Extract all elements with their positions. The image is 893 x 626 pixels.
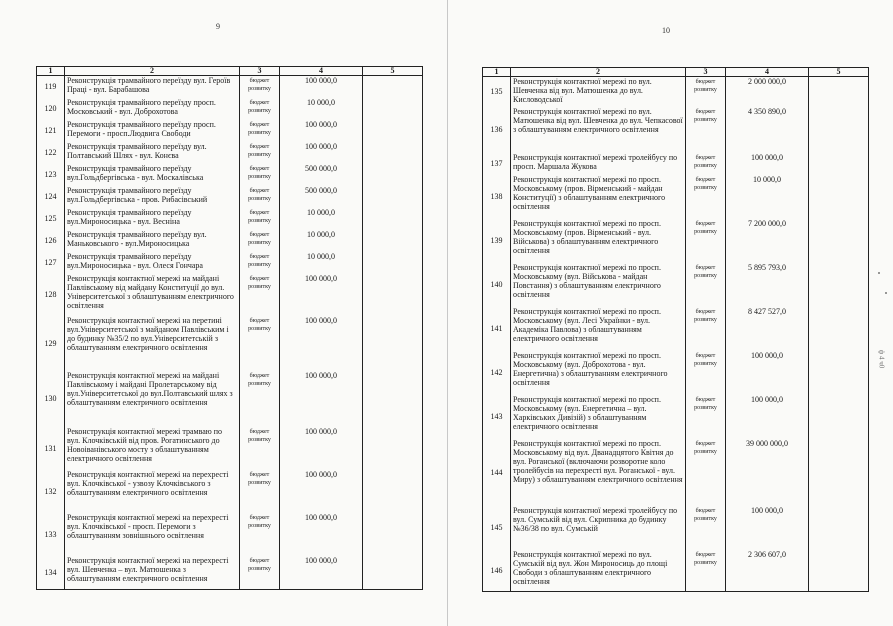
row-number: 141 xyxy=(483,307,511,351)
row-funding-source: бюджет розвитку xyxy=(240,164,280,186)
row-number: 126 xyxy=(37,230,65,252)
row-amount: 39 000 000,0 xyxy=(726,439,809,506)
row-number: 128 xyxy=(37,274,65,316)
table-row xyxy=(483,351,869,395)
table-row xyxy=(37,274,423,316)
row-note xyxy=(809,175,869,219)
row-number: 133 xyxy=(37,513,65,556)
row-description: Реконструкція контактної мережі по просп. Московському (вул. Енергетична – вул. Харківських Дивізій) з облаштуванням електричного освітлення xyxy=(511,395,686,439)
row-funding-source: бюджет розвитку xyxy=(686,175,726,219)
row-note xyxy=(363,470,423,513)
row-number: 140 xyxy=(483,263,511,307)
row-description: Реконструкція контактної мережі на перетині вул.Університетської з майданом Павлівським і до будинку №35/2 по вул.Університетській з облаштуванням електричного освітлення xyxy=(65,316,240,371)
row-funding-source: бюджет розвитку xyxy=(240,470,280,513)
row-note xyxy=(363,513,423,556)
row-note xyxy=(809,219,869,263)
row-funding-source: бюджет розвитку xyxy=(686,153,726,175)
row-number: 121 xyxy=(37,120,65,142)
row-note xyxy=(363,98,423,120)
row-number: 136 xyxy=(483,107,511,153)
table-row xyxy=(483,77,869,107)
row-number: 146 xyxy=(483,550,511,592)
row-amount: 100 000,0 xyxy=(726,351,809,395)
row-number: 129 xyxy=(37,316,65,371)
row-note xyxy=(809,307,869,351)
table-row xyxy=(483,307,869,351)
row-funding-source: бюджет розвитку xyxy=(686,506,726,550)
row-funding-source: бюджет розвитку xyxy=(240,98,280,120)
row-number: 130 xyxy=(37,371,65,427)
row-number: 122 xyxy=(37,142,65,164)
row-note xyxy=(809,439,869,506)
row-description: Реконструкція контактної мережі по просп. Московському (вул. Доброхотова - вул. Енергетична) з облаштуванням електричного освітлення xyxy=(511,351,686,395)
row-number: 124 xyxy=(37,186,65,208)
row-description: Реконструкція трамвайного переїзду вул. Полтавський Шлях - вул. Конєва xyxy=(65,142,240,164)
row-note xyxy=(809,395,869,439)
row-amount: 100 000,0 xyxy=(280,513,363,556)
row-funding-source: бюджет розвитку xyxy=(240,513,280,556)
row-description: Реконструкція контактної мережі по вул. Матюшенка від вул. Шевченка до вул. Чепкасової з облаштуванням електричного освітлення xyxy=(511,107,686,153)
table-row xyxy=(37,427,423,470)
page-number-left: 9 xyxy=(216,22,220,31)
table-row xyxy=(483,153,869,175)
row-amount: 100 000,0 xyxy=(726,153,809,175)
row-amount: 500 000,0 xyxy=(280,186,363,208)
row-funding-source: бюджет розвитку xyxy=(686,439,726,506)
row-note xyxy=(809,77,869,107)
row-funding-source: бюджет розвитку xyxy=(686,307,726,351)
row-amount: 5 895 793,0 xyxy=(726,263,809,307)
row-funding-source: бюджет розвитку xyxy=(686,107,726,153)
table-row xyxy=(483,506,869,550)
row-amount: 100 000,0 xyxy=(726,395,809,439)
table-row xyxy=(37,252,423,274)
row-number: 131 xyxy=(37,427,65,470)
row-number: 143 xyxy=(483,395,511,439)
table-row xyxy=(483,395,869,439)
row-funding-source: бюджет розвитку xyxy=(686,77,726,107)
table-row xyxy=(37,513,423,556)
row-funding-source: бюджет розвитку xyxy=(240,230,280,252)
row-amount: 100 000,0 xyxy=(726,506,809,550)
scan-speck xyxy=(878,272,880,274)
table-row xyxy=(483,550,869,592)
scan-speck xyxy=(885,292,887,294)
column-header: 5 xyxy=(363,67,423,76)
row-note xyxy=(363,556,423,590)
left-table xyxy=(36,66,423,590)
row-note xyxy=(809,550,869,592)
row-description: Реконструкція трамвайного переїзду вул.Мироносицька - вул. Весніна xyxy=(65,208,240,230)
row-amount: 8 427 527,0 xyxy=(726,307,809,351)
row-number: 145 xyxy=(483,506,511,550)
row-number: 125 xyxy=(37,208,65,230)
table-row xyxy=(37,556,423,590)
row-description: Реконструкція контактної мережі по вул. Шевченка від вул. Матюшенка до вул. Кисловодської xyxy=(511,77,686,107)
row-note xyxy=(363,371,423,427)
row-funding-source: бюджет розвитку xyxy=(240,208,280,230)
table-row xyxy=(483,219,869,263)
right-page xyxy=(447,0,893,626)
row-funding-source: бюджет розвитку xyxy=(240,316,280,371)
row-amount: 7 200 000,0 xyxy=(726,219,809,263)
table-row xyxy=(37,142,423,164)
row-amount: 100 000,0 xyxy=(280,316,363,371)
table-header-row xyxy=(37,67,423,76)
row-funding-source: бюджет розвитку xyxy=(240,427,280,470)
page-number-right: 10 xyxy=(662,26,670,35)
row-description: Реконструкція контактної мережі по просп. Московському (вул. Лесі Українки - вул. Академіка Павлова) з облаштуванням електричного освітлення xyxy=(511,307,686,351)
row-number: 142 xyxy=(483,351,511,395)
row-description: Реконструкція трамвайного переїзду вул.Мироносицька - вул. Олеся Гончара xyxy=(65,252,240,274)
margin-note: ф 4 ч0 xyxy=(877,349,886,369)
row-amount: 100 000,0 xyxy=(280,274,363,316)
row-amount: 100 000,0 xyxy=(280,76,363,98)
row-amount: 10 000,0 xyxy=(280,98,363,120)
row-number: 135 xyxy=(483,77,511,107)
row-funding-source: бюджет розвитку xyxy=(686,263,726,307)
row-number: 123 xyxy=(37,164,65,186)
column-header: 4 xyxy=(280,67,363,76)
row-number: 144 xyxy=(483,439,511,506)
row-amount: 100 000,0 xyxy=(280,371,363,427)
row-number: 137 xyxy=(483,153,511,175)
row-description: Реконструкція трамвайного переїзду просп. Московський - вул. Доброхотова xyxy=(65,98,240,120)
row-description: Реконструкція контактної мережі по просп. Московському від вул. Дванадцятого Квітня до вул. Роганської (включаючи розворотне коло тролейбусів на перехресті вул. Роганської - вул. Миру) з облаштуванням електричного освітлення xyxy=(511,439,686,506)
row-number: 127 xyxy=(37,252,65,274)
row-amount: 2 000 000,0 xyxy=(726,77,809,107)
table-row xyxy=(483,263,869,307)
row-amount: 10 000,0 xyxy=(280,208,363,230)
row-description: Реконструкція трамвайного переїзду вул. Маньковського - вул.Мироносицька xyxy=(65,230,240,252)
row-description: Реконструкція трамвайного переїзду вул.Гольдбергівська - вул. Москалівська xyxy=(65,164,240,186)
row-description: Реконструкція контактної мережі трамваю по вул. Клочківській від пров. Рогатинського до Новоіванівського мосту з облаштуванням електричного освітлення xyxy=(65,427,240,470)
row-funding-source: бюджет розвитку xyxy=(686,550,726,592)
row-note xyxy=(363,252,423,274)
table-row xyxy=(37,230,423,252)
row-note xyxy=(809,263,869,307)
table-row xyxy=(37,371,423,427)
row-note xyxy=(363,230,423,252)
column-header: 1 xyxy=(483,68,511,77)
row-note xyxy=(809,506,869,550)
row-note xyxy=(363,164,423,186)
row-note xyxy=(363,120,423,142)
table-row xyxy=(483,107,869,153)
row-description: Реконструкція контактної мережі на перехресті вул. Клочківської - просп. Перемоги з облаштуванням зовнішнього освітлення xyxy=(65,513,240,556)
row-number: 139 xyxy=(483,219,511,263)
row-number: 134 xyxy=(37,556,65,590)
row-amount: 100 000,0 xyxy=(280,427,363,470)
row-funding-source: бюджет розвитку xyxy=(240,252,280,274)
row-note xyxy=(363,186,423,208)
row-funding-source: бюджет розвитку xyxy=(686,395,726,439)
row-amount: 10 000,0 xyxy=(726,175,809,219)
column-header: 5 xyxy=(809,68,869,77)
row-funding-source: бюджет розвитку xyxy=(240,120,280,142)
row-amount: 100 000,0 xyxy=(280,556,363,590)
row-description: Реконструкція контактної мережі на майдані Павлівському і майдані Пролетарському від вул.Університетської до вул.Полтавський шлях з облаштуванням електричного освітлення xyxy=(65,371,240,427)
table-row xyxy=(483,175,869,219)
column-header: 3 xyxy=(686,68,726,77)
table-row xyxy=(37,120,423,142)
row-number: 120 xyxy=(37,98,65,120)
row-amount: 100 000,0 xyxy=(280,470,363,513)
row-number: 132 xyxy=(37,470,65,513)
row-amount: 2 306 607,0 xyxy=(726,550,809,592)
table-row xyxy=(37,470,423,513)
row-description: Реконструкція трамвайного переїзду вул. Героїв Праці - вул. Барабашова xyxy=(65,76,240,98)
row-funding-source: бюджет розвитку xyxy=(240,186,280,208)
row-note xyxy=(363,76,423,98)
column-header: 1 xyxy=(37,67,65,76)
table-row xyxy=(37,164,423,186)
row-amount: 4 350 890,0 xyxy=(726,107,809,153)
row-funding-source: бюджет розвитку xyxy=(240,371,280,427)
row-funding-source: бюджет розвитку xyxy=(686,219,726,263)
table-row xyxy=(37,98,423,120)
row-description: Реконструкція контактної мережі по вул. Сумській від вул. Жон Мироносиць до площі Свободи з облаштуванням електричного освітлення xyxy=(511,550,686,592)
row-description: Реконструкція трамвайного переїзду просп. Перемоги - просп.Людвига Свободи xyxy=(65,120,240,142)
row-number: 138 xyxy=(483,175,511,219)
row-note xyxy=(363,427,423,470)
row-description: Реконструкція контактної мережі на майдані Павлівському від майдану Конституції до вул. Університетської з облаштуванням електричного освітлення xyxy=(65,274,240,316)
row-note xyxy=(363,274,423,316)
row-note xyxy=(809,107,869,153)
row-note xyxy=(363,316,423,371)
table-row xyxy=(37,316,423,371)
row-number: 119 xyxy=(37,76,65,98)
row-note xyxy=(363,142,423,164)
row-amount: 10 000,0 xyxy=(280,230,363,252)
right-table xyxy=(482,67,869,592)
column-header: 2 xyxy=(65,67,240,76)
row-note xyxy=(809,351,869,395)
row-funding-source: бюджет розвитку xyxy=(240,274,280,316)
table-row xyxy=(483,439,869,506)
row-note xyxy=(809,153,869,175)
row-amount: 100 000,0 xyxy=(280,120,363,142)
row-amount: 500 000,0 xyxy=(280,164,363,186)
table-row xyxy=(37,76,423,98)
row-description: Реконструкція контактної мережі тролейбусу по просп. Маршала Жукова xyxy=(511,153,686,175)
row-amount: 10 000,0 xyxy=(280,252,363,274)
row-description: Реконструкція контактної мережі на перехресті вул. Клочківської - узвозу Клочківського з облаштуванням електричного освітлення xyxy=(65,470,240,513)
row-description: Реконструкція контактної мережі на перехресті вул. Шевченка – вул. Матюшенка з облаштуванням електричного освітлення xyxy=(65,556,240,590)
row-funding-source: бюджет розвитку xyxy=(240,142,280,164)
row-funding-source: бюджет розвитку xyxy=(240,76,280,98)
row-funding-source: бюджет розвитку xyxy=(686,351,726,395)
row-description: Реконструкція контактної мережі по просп. Московському (пров. Вірменський - майдан Конституції) з облаштуванням електричного освітлення xyxy=(511,175,686,219)
table-header-row xyxy=(483,68,869,77)
row-description: Реконструкція контактної мережі по просп. Московському (вул. Військова - майдан Повстання) з облаштуванням електричного освітлення xyxy=(511,263,686,307)
table-row xyxy=(37,208,423,230)
row-description: Реконструкція контактної мережі тролейбусу по вул. Сумській від вул. Скрипника до будинку №36/38 по вул. Сумській xyxy=(511,506,686,550)
column-header: 2 xyxy=(511,68,686,77)
column-header: 3 xyxy=(240,67,280,76)
row-description: Реконструкція контактної мережі по просп. Московському (пров. Вірменський - вул. Військова) з облаштуванням електричного освітлення xyxy=(511,219,686,263)
row-amount: 100 000,0 xyxy=(280,142,363,164)
row-funding-source: бюджет розвитку xyxy=(240,556,280,590)
row-description: Реконструкція трамвайного переїзду вул.Гольдбергівська - пров. Рибасівський xyxy=(65,186,240,208)
table-row xyxy=(37,186,423,208)
row-note xyxy=(363,208,423,230)
column-header: 4 xyxy=(726,68,809,77)
